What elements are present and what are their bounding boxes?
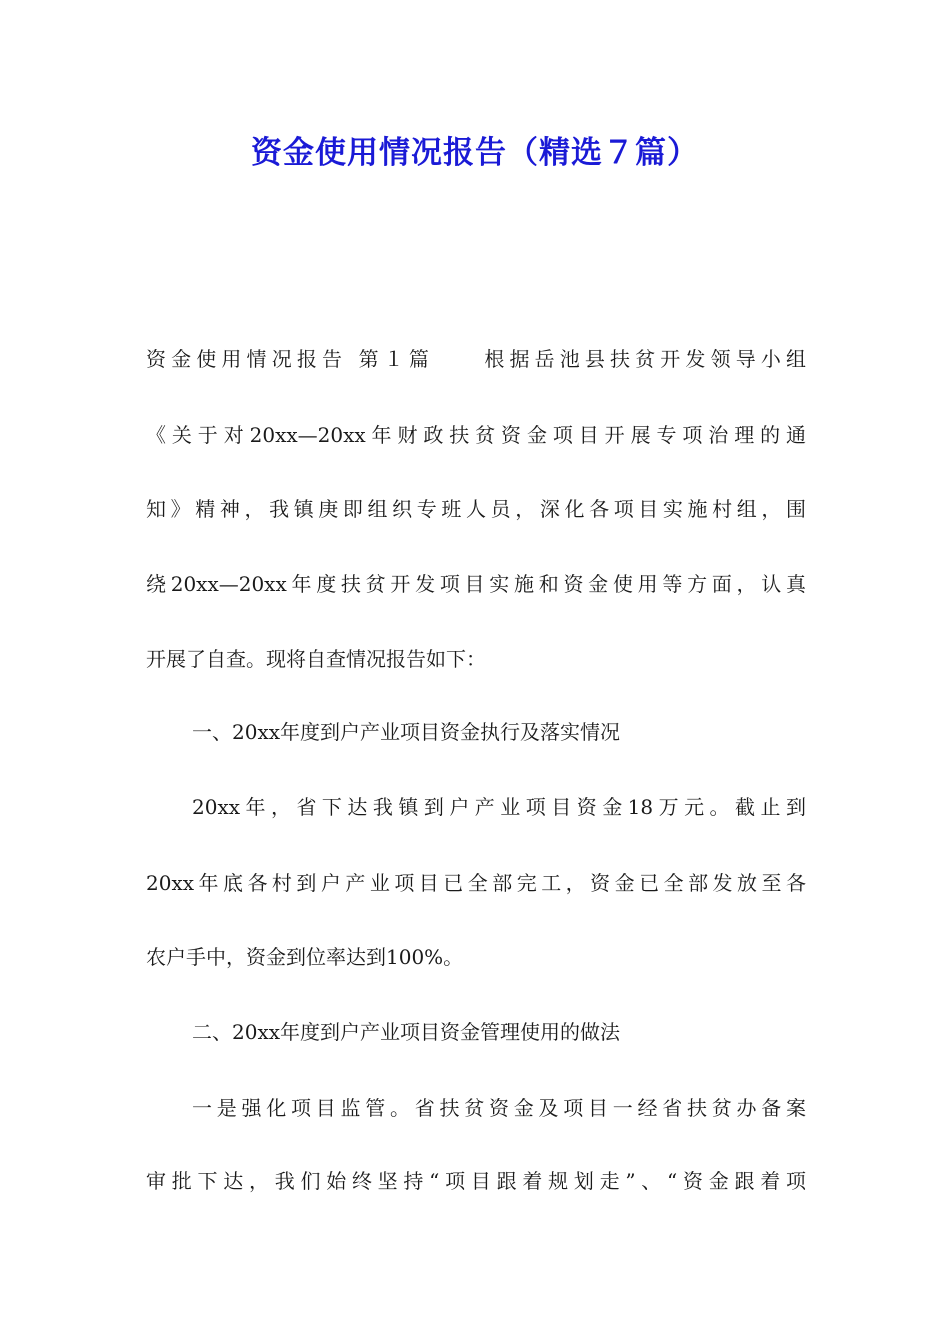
paragraph-line-2: 《关于对20xx—20xx年财政扶贫资金项目开展专项治理的通 xyxy=(146,423,806,447)
paragraph-line-7: 20xx年，省下达我镇到户产业项目资金18万元。截止到 xyxy=(192,795,806,819)
paragraph-line-3: 知》精神，我镇庚即组织专班人员，深化各项目实施村组，围 xyxy=(146,497,806,521)
section-heading-1: 一、20xx年度到户产业项目资金执行及落实情况 xyxy=(192,720,621,744)
paragraph-line-12: 审批下达，我们始终坚持“项目跟着规划走”、“资金跟着项 xyxy=(146,1169,806,1193)
section-heading-2: 二、20xx年度到户产业项目资金管理使用的做法 xyxy=(192,1020,621,1044)
paragraph-line-5: 开展了自查。现将自查情况报告如下： xyxy=(146,647,486,671)
document-title: 资金使用情况报告（精选７篇） xyxy=(251,135,699,171)
paragraph-line-4: 绕20xx—20xx年度扶贫开发项目实施和资金使用等方面，认真 xyxy=(146,572,806,596)
paragraph-line-11: 一是强化项目监管。省扶贫资金及项目一经省扶贫办备案 xyxy=(192,1096,806,1120)
paragraph-line-9: 农户手中，资金到位率达到100%。 xyxy=(146,945,464,969)
paragraph-line-8: 20xx年底各村到户产业项目已全部完工，资金已全部发放至各 xyxy=(146,871,806,895)
paragraph-line-1: 资金使用情况报告 第１篇 根据岳池县扶贫开发领导小组 xyxy=(146,347,806,371)
